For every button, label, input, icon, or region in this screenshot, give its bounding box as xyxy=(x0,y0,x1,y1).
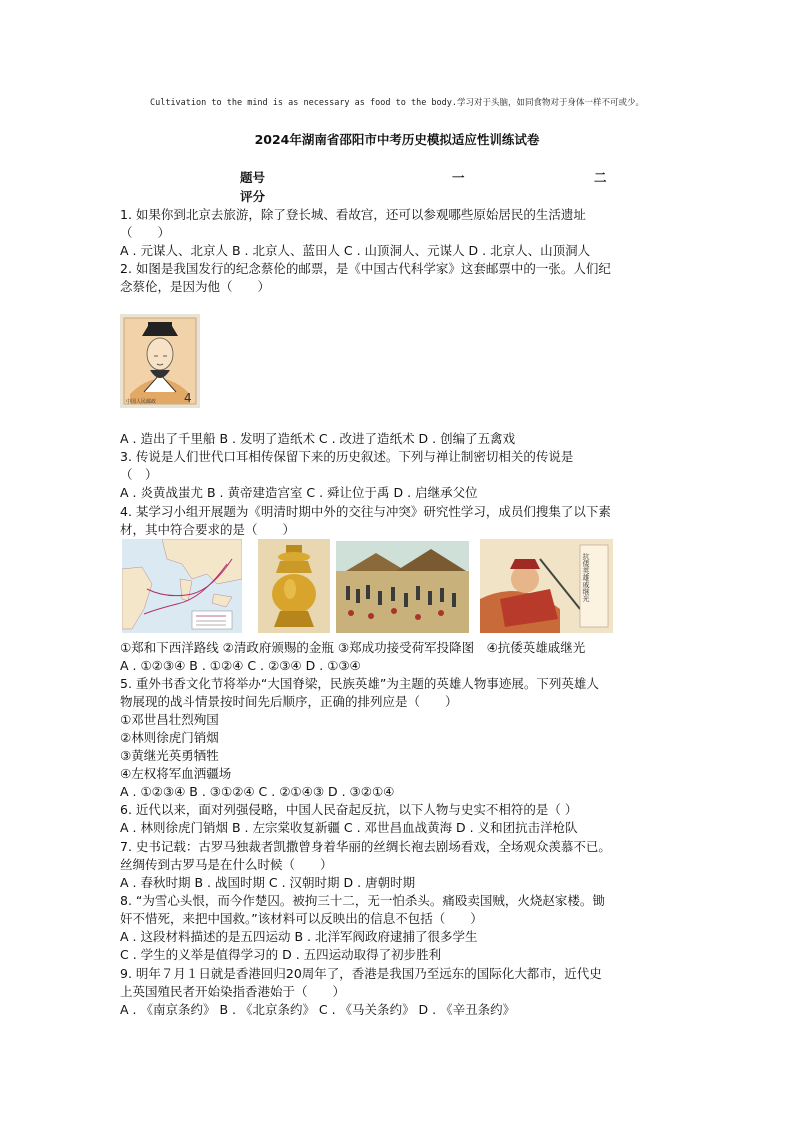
q1-stem: 1. 如果你到北京去旅游，除了登长城、看故宫，还可以参观哪些原始居民的生活遗址 xyxy=(120,207,586,222)
qi-jiguang-illustration xyxy=(480,539,613,633)
q2-options: A . 造出了千里船 B . 发明了造纸术 C . 改进了造纸术 D . 创编了五禽戏 xyxy=(120,431,516,446)
q5-item-2: ②林则徐虎门销烟 xyxy=(120,730,219,745)
page-title: 2024年湖南省邵阳市中考历史模拟适应性训练试卷 xyxy=(254,132,540,147)
q1-stem-cont: （ ） xyxy=(120,225,171,240)
route-map-illustration xyxy=(122,539,242,633)
q8-stem: 8. “为雪心头恨，而今作楚囚。被拘三十二，无一怕杀头。痛殴卖国贼，火烧赵家楼。锄 xyxy=(120,893,605,908)
q5-item-3: ③黄继光英勇牺牲 xyxy=(120,748,219,763)
golden-urn-image xyxy=(258,539,330,633)
stamp-label: 中国人民邮政 xyxy=(126,399,157,405)
q4-stem: 4. 某学习小组开展题为《明清时期中外的交往与冲突》研究性学习，成员们搜集了以下素 xyxy=(120,504,611,519)
cai-lun-stamp-image xyxy=(120,314,200,408)
q4-captions: ①郑和下西洋路线 ②清政府颁赐的金瓶 ③郑成功接受荷军投降图 ④抗倭英雄戚继光 xyxy=(120,640,586,655)
poster-label: 抗倭英雄戚继光 xyxy=(582,553,590,602)
q3-stem: 3. 传说是人们世代口耳相传保留下来的历史叙述。下列与禅让制密切相关的传说是 xyxy=(120,449,574,464)
q8-stem-cont: 奸不惜死，来把中国救。”该材料可以反映出的信息不包括（ ） xyxy=(120,911,483,926)
header-motto: Cultivation to the mind is as necessary as food to the body.学习对于头脑，如同食物对于身体一样不可或少。 xyxy=(149,98,645,108)
q9-options: A . 《南京条约》 B . 《北京条约》 C . 《马关条约》 D . 《辛丑条约》 xyxy=(120,1002,516,1017)
qi-jiguang-poster-image xyxy=(480,539,613,633)
q6-options: A . 林则徐虎门销烟 B . 左宗棠收复新疆 C . 邓世昌血战黄海 D . 义和团抗击洋枪队 xyxy=(120,820,578,835)
zheng-chenggong-surrender-image xyxy=(336,541,469,633)
q5-item-1: ①邓世昌壮烈殉国 xyxy=(120,712,219,727)
zheng-he-route-map-image xyxy=(122,539,242,633)
score-table-col-2: 二 xyxy=(594,170,607,185)
q2-stem: 2. 如图是我国发行的纪念蔡伦的邮票，是《中国古代科学家》这套邮票中的一张。人们纪 xyxy=(120,261,611,276)
score-table-question-label: 题号 xyxy=(240,170,266,185)
q7-stem: 7. 史书记载：古罗马独裁者凯撒曾身着华丽的丝绸长袍去剧场看戏，全场观众羡慕不已。 xyxy=(120,839,611,854)
q2-stem-cont: 念蔡伦，是因为他（ ） xyxy=(120,279,271,294)
q7-options: A . 春秋时期 B . 战国时期 C . 汉朝时期 D . 唐朝时期 xyxy=(120,875,416,890)
q4-stem-cont: 材，其中符合要求的是（ ） xyxy=(120,522,296,537)
score-table-col-1: 一 xyxy=(452,170,465,185)
q3-options: A . 炎黄战蚩尤 B . 黄帝建造宫室 C . 舜让位于禹 D . 启继承父位 xyxy=(120,485,478,500)
stamp-illustration xyxy=(120,314,200,408)
q6-stem: 6. 近代以来，面对列强侵略，中国人民奋起反抗，以下人物与史实不相符的是（ ） xyxy=(120,802,578,817)
stamp-value: 4 xyxy=(184,391,192,405)
q8-options-a: A . 这段材料描述的是五四运动 B . 北洋军阀政府逮捕了很多学生 xyxy=(120,929,478,944)
q7-stem-cont: 丝绸传到古罗马是在什么时候（ ） xyxy=(120,857,333,872)
surrender-painting-illustration xyxy=(336,541,469,633)
q5-stem: 5. 重外书香文化节将举办“大国脊梁，民族英雄”为主题的英雄人物事迹展。下列英雄人 xyxy=(120,676,599,691)
q5-options: A . ①②③④ B . ③①②④ C . ②①④③ D . ③②①④ xyxy=(120,784,395,799)
q4-options: A . ①②③④ B . ①②④ C . ②③④ D . ①③④ xyxy=(120,658,361,673)
golden-urn-illustration xyxy=(258,539,330,633)
q1-options: A . 元谋人、北京人 B . 北京人、蓝田人 C . 山顶洞人、元谋人 D . 北京人、山顶洞人 xyxy=(120,243,591,258)
q5-stem-cont: 物展现的战斗情景按时间先后顺序，正确的排列应是（ ） xyxy=(120,694,458,709)
q3-stem-cont: （ ） xyxy=(120,467,158,482)
q9-stem: 9. 明年７月１日就是香港回归20周年了，香港是我国乃至远东的国际化大都市，近代史 xyxy=(120,966,602,981)
q9-stem-cont: 上英国殖民者开始染指香港始于（ ） xyxy=(120,984,346,999)
score-table-score-label: 评分 xyxy=(240,189,266,204)
q8-options-b: C . 学生的义举是值得学习的 D . 五四运动取得了初步胜利 xyxy=(120,947,442,962)
q5-item-4: ④左权将军血洒疆场 xyxy=(120,766,232,781)
